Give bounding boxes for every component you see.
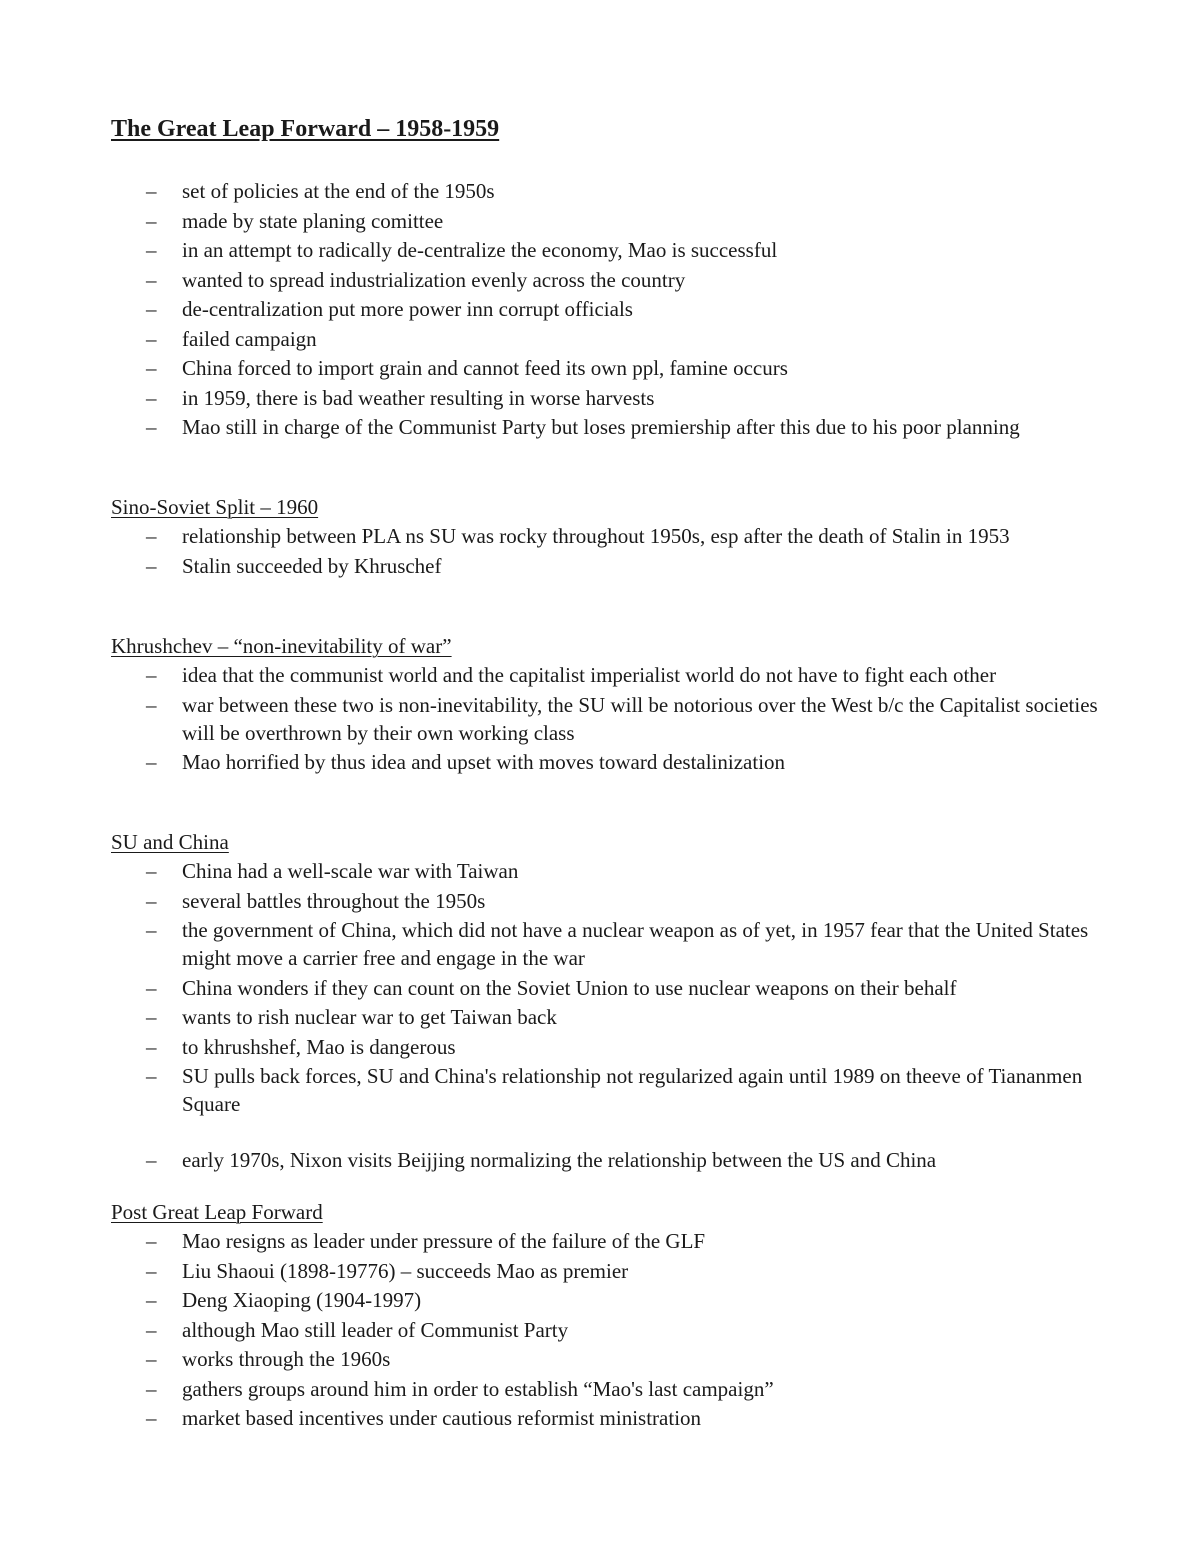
list-item: – China wonders if they can count on the Soviet Union to use nuclear weapons on their behalf xyxy=(146,975,957,1000)
bullet-dash: – xyxy=(146,553,157,578)
list-item: – China had a well-scale war with Taiwan xyxy=(146,859,519,883)
bullet-dash: – xyxy=(146,238,157,262)
list-item: – set of policies at the end of the 1950s xyxy=(146,179,495,203)
list-item: – wants to rish nuclear war to get Taiwan back xyxy=(146,1005,557,1029)
list-item: – relationship between PLA ns SU was rocky throughout 1950s, esp after the death of Stalin in 1953 xyxy=(146,524,1010,548)
list-item: – wanted to spread industrialization evenly across the country xyxy=(146,267,686,292)
list-item: – war between these two is non-inevitability, the SU will be notorious over the West b/c the Capitalist societies will be overthrown by their own working class xyxy=(146,692,1098,745)
bullet-dash: – xyxy=(146,1258,157,1283)
khrushchev-list xyxy=(0,661,1200,778)
bullet-dash: – xyxy=(146,1376,157,1401)
list-item: – in 1959, there is bad weather resulting in worse harvests xyxy=(146,385,655,410)
list-item: – early 1970s, Nixon visits Beijjing normalizing the relationship between the US and China xyxy=(146,1148,937,1172)
list-item: – works through the 1960s xyxy=(146,1347,391,1371)
bullet-dash: – xyxy=(146,663,157,687)
bullet-dash: – xyxy=(146,1406,157,1430)
bullet-dash: – xyxy=(146,692,157,717)
list-item: – China forced to import grain and cannot feed its own ppl, famine occurs xyxy=(146,356,788,380)
bullet-dash: – xyxy=(146,750,157,774)
list-item: – the government of China, which did not have a nuclear weapon as of yet, in 1957 fear that the United States might move a carrier free and engage in the war xyxy=(146,918,1089,970)
list-item: – Stalin succeeded by Khruschef xyxy=(146,553,442,578)
bullet-dash: – xyxy=(146,415,157,439)
bullet-dash: – xyxy=(146,356,157,380)
bullet-dash: – xyxy=(146,208,157,233)
section-heading-khrushchev: Khrushchev – “non-inevitability of war” xyxy=(111,634,452,658)
bullet-dash: – xyxy=(146,1034,157,1059)
bullet-dash: – xyxy=(146,1229,157,1253)
su-and-china-list xyxy=(0,857,1200,1176)
bullet-dash: – xyxy=(146,859,157,883)
document-title: The Great Leap Forward – 1958-1959 xyxy=(111,116,500,142)
bullet-dash: – xyxy=(146,1148,157,1172)
bullet-dash: – xyxy=(146,975,157,1000)
bullet-dash: – xyxy=(146,1064,157,1088)
bullet-dash: – xyxy=(146,888,157,913)
list-item: – idea that the communist world and the capitalist imperialist world do not have to fight each other xyxy=(146,663,997,687)
bullet-dash: – xyxy=(146,1347,157,1371)
bullet-dash: – xyxy=(146,326,157,351)
list-item: – Mao still in charge of the Communist Party but loses premiership after this due to his poor planning xyxy=(146,415,1020,439)
bullet-dash: – xyxy=(146,297,157,321)
list-item: – made by state planing comittee xyxy=(146,208,444,233)
sino-soviet-split-list xyxy=(0,522,1200,581)
list-item: – although Mao still leader of Communist Party xyxy=(146,1317,569,1342)
bullet-dash: – xyxy=(146,524,157,548)
bullet-dash: – xyxy=(146,1005,157,1029)
section-heading-post-great-leap-forward: Post Great Leap Forward xyxy=(111,1200,323,1224)
bullet-dash: – xyxy=(146,385,157,410)
list-item: – to khrushshef, Mao is dangerous xyxy=(146,1034,456,1059)
list-item: – Liu Shaoui (1898-19776) – succeeds Mao as premier xyxy=(146,1258,629,1283)
section-heading-su-and-china: SU and China xyxy=(111,830,229,854)
list-item: – failed campaign xyxy=(146,326,317,351)
list-item: – Mao horrified by thus idea and upset with moves toward destalinization xyxy=(146,750,786,774)
bullet-dash: – xyxy=(146,267,157,292)
list-item: – gathers groups around him in order to establish “Mao's last campaign” xyxy=(146,1376,774,1401)
great-leap-forward-list xyxy=(0,177,1200,443)
list-item: – market based incentives under cautious reformist ministration xyxy=(146,1406,702,1430)
bullet-dash: – xyxy=(146,179,157,203)
list-item: – in an attempt to radically de-centralize the economy, Mao is successful xyxy=(146,238,778,262)
list-item: – several battles throughout the 1950s xyxy=(146,888,486,913)
list-item: – Deng Xiaoping (1904-1997) xyxy=(146,1288,422,1312)
post-great-leap-forward-list xyxy=(0,1227,1200,1434)
bullet-dash: – xyxy=(146,1317,157,1342)
section-heading-sino-soviet-split: Sino-Soviet Split – 1960 xyxy=(111,495,319,519)
bullet-dash: – xyxy=(146,1288,157,1312)
list-item: – Mao resigns as leader under pressure of the failure of the GLF xyxy=(146,1229,706,1253)
bullet-dash: – xyxy=(146,918,157,942)
list-item: – SU pulls back forces, SU and China's relationship not regularized again until 1989 on theeve of Tiananmen Square xyxy=(146,1064,1083,1116)
list-item: – de-centralization put more power inn corrupt officials xyxy=(146,297,633,321)
